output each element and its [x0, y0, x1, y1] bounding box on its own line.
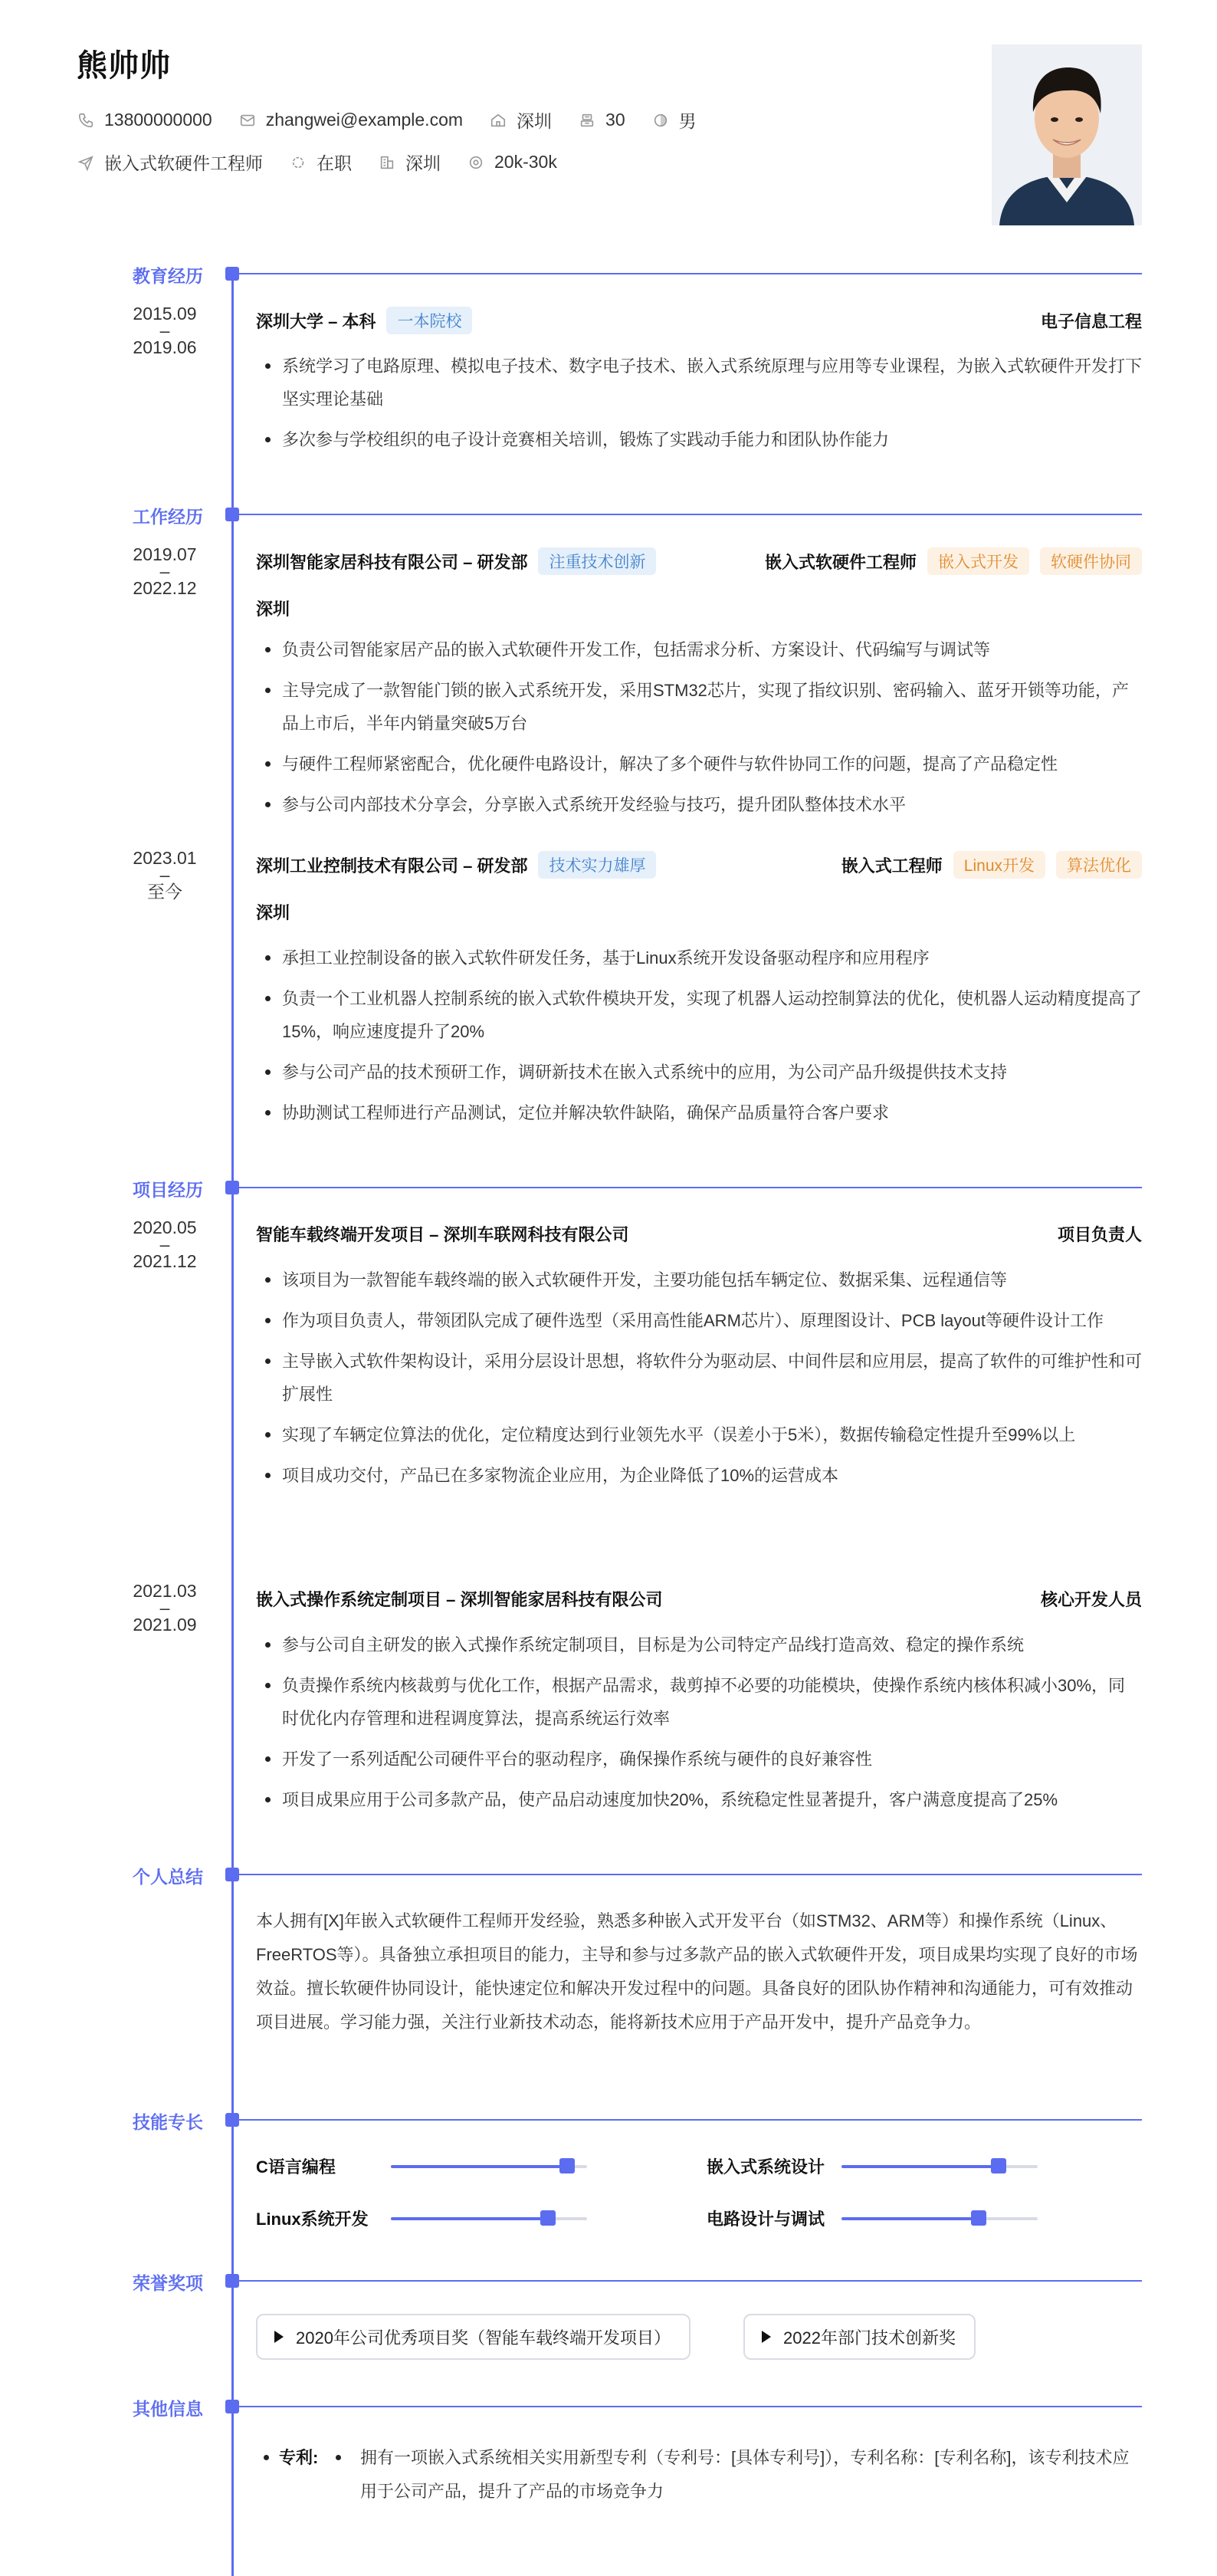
- gender-icon: [651, 111, 670, 130]
- section-title-summary: 个人总结: [133, 1867, 203, 1887]
- award-text: 2022年部门技术创新奖: [783, 2328, 956, 2348]
- skill-knob: [971, 2210, 986, 2226]
- date-start: 2020.05: [133, 1217, 197, 1237]
- city-item: [489, 107, 552, 133]
- proj2-header: [256, 1587, 1142, 1611]
- list-item: 主导完成了一款智能门锁的嵌入式系统开发，采用STM32芯片，实现了指纹识别、密码输入、蓝牙开锁等功能，产品上市后，半年内销量突破5万台: [256, 674, 1142, 740]
- gender-item: [651, 107, 697, 133]
- list-item: 承担工业控制设备的嵌入式软件研发任务，基于Linux系统开发设备驱动程序和应用程序: [256, 941, 1142, 974]
- status-item: [289, 150, 352, 175]
- section-title-other: 其他信息: [133, 2399, 203, 2419]
- edu-date: [115, 302, 215, 359]
- work2-bullets: [256, 941, 1142, 1137]
- skill-name: 电路设计与调试: [707, 2210, 825, 2229]
- contact-row: [77, 107, 723, 133]
- list-item: 负责公司智能家居产品的嵌入式软硬件开发工作，包括需求分析、方案设计、代码编写与调试等: [256, 633, 1142, 666]
- date-end: 2021.12: [133, 1251, 197, 1271]
- edu-bullets: [256, 350, 1142, 464]
- date-end: 至今: [147, 882, 182, 902]
- skill-knob: [540, 2210, 556, 2226]
- phone-item: [77, 110, 212, 130]
- skill-tag: 软硬件协同: [1040, 547, 1142, 575]
- section-divider: [227, 514, 1142, 515]
- list-item: 负责操作系统内核裁剪与优化工作，根据产品需求，裁剪掉不必要的功能模块，使操作系统内核体积减小30%，同时优化内存管理和进程调度算法，提高系统运行效率: [256, 1669, 1142, 1735]
- job-row: [77, 150, 583, 175]
- award-item: [743, 2314, 976, 2360]
- salary-text: 20k-30k: [494, 152, 557, 172]
- skill-tag: 算法优化: [1056, 851, 1142, 879]
- section-divider: [227, 2119, 1142, 2121]
- skill-name: C语言编程: [256, 2157, 336, 2177]
- date-separator: –: [159, 561, 170, 581]
- email-item: [238, 110, 463, 130]
- list-item: 多次参与学校组织的电子设计竞赛相关培训，锻炼了实践动手能力和团队协作能力: [256, 423, 1142, 456]
- play-icon: [762, 2331, 771, 2343]
- project-name: 嵌入式操作系统定制项目 – 深圳智能家居科技有限公司: [256, 1590, 663, 1609]
- email-text: zhangwei@example.com: [265, 110, 464, 130]
- date-separator: –: [159, 1598, 170, 1618]
- date-separator: –: [159, 865, 170, 885]
- proj1-bullets: [256, 1263, 1142, 1500]
- skill-tag: Linux开发: [953, 851, 1045, 879]
- profile-photo: [992, 44, 1142, 225]
- skill-name: Linux系统开发: [256, 2210, 369, 2229]
- age-text: 30: [605, 110, 625, 130]
- send-icon: [77, 153, 95, 172]
- work1-header: [256, 547, 1142, 575]
- proj2-date: [115, 1579, 215, 1636]
- date-start: 2023.01: [133, 848, 197, 868]
- company-tag: 技术实力雄厚: [538, 851, 656, 879]
- other-info-item: [256, 2441, 1142, 2510]
- work1-location: 深圳: [256, 600, 290, 619]
- proj1-date: [115, 1216, 215, 1273]
- date-end: 2019.06: [133, 337, 197, 357]
- section-divider: [227, 1874, 1142, 1875]
- work1-date: [115, 543, 215, 600]
- work2-date: [115, 846, 215, 903]
- other-value: 拥有一项嵌入式系统相关实用新型专利（专利号：[具体专利号]），专利名称：[专利名称]，该专利技术应用于公司产品，提升了产品的市场竞争力: [360, 2448, 1130, 2501]
- play-icon: [274, 2331, 284, 2343]
- salary-item: [467, 152, 557, 172]
- work2-location: 深圳: [256, 903, 290, 922]
- section-divider: [227, 1187, 1142, 1188]
- list-item: 参与公司产品的技术预研工作，调研新技术在嵌入式系统中的应用，为公司产品升级提供技术支持: [256, 1056, 1142, 1089]
- bullet-dot: [264, 2455, 269, 2460]
- section-title-honors: 荣誉奖项: [133, 2273, 203, 2293]
- age-item: [578, 110, 625, 130]
- list-item: 参与公司自主研发的嵌入式操作系统定制项目，目标是为公司特定产品线打造高效、稳定的操作系统: [256, 1628, 1142, 1661]
- skill-bar: [391, 2165, 587, 2168]
- list-item: 系统学习了电路原理、模拟电子技术、数字电子技术、嵌入式系统原理与应用等专业课程，为嵌入式软硬件开发打下坚实理论基础: [256, 350, 1142, 416]
- list-item: 负责一个工业机器人控制系统的嵌入式软件模块开发，实现了机器人运动控制算法的优化，使机器人运动精度提高了15%，响应速度提升了20%: [256, 982, 1142, 1048]
- date-end: 2022.12: [133, 578, 197, 598]
- company-name: 深圳工业控制技术有限公司 – 研发部: [256, 856, 528, 876]
- major-name: 电子信息工程: [1040, 311, 1142, 331]
- section-title-work: 工作经历: [133, 507, 203, 527]
- list-item: 协助测试工程师进行产品测试，定位并解决软件缺陷，确保产品质量符合客户要求: [256, 1096, 1142, 1129]
- skill-bar: [841, 2217, 1038, 2220]
- list-item: 项目成果应用于公司多款产品，使产品启动速度加快20%，系统稳定性显著提升，客户满意度提高了25%: [256, 1783, 1142, 1816]
- list-item: 与硬件工程师紧密配合，优化硬件电路设计，解决了多个硬件与软件协同工作的问题，提高了产品稳定性: [256, 748, 1142, 780]
- skill-item: [707, 2206, 1038, 2230]
- list-item: 主导嵌入式软件架构设计，采用分层设计思想，将软件分为驱动层、中间件层和应用层，提高了软件的可维护性和可扩展性: [256, 1345, 1142, 1411]
- skill-knob: [991, 2158, 1006, 2174]
- section-divider: [227, 2280, 1142, 2282]
- skill-name: 嵌入式系统设计: [707, 2157, 825, 2177]
- school-name: 深圳大学 – 本科: [256, 311, 376, 331]
- project-role: 核心开发人员: [1040, 1590, 1142, 1609]
- school-tag: 一本院校: [386, 307, 472, 334]
- skill-tag: 嵌入式开发: [927, 547, 1029, 575]
- phone-text: 13800000000: [104, 110, 212, 130]
- section-title-skills: 技能专长: [133, 2112, 203, 2132]
- candidate-name: 熊帅帅: [77, 49, 171, 83]
- list-item: 作为项目负责人，带领团队完成了硬件选型（采用高性能ARM芯片）、原理图设计、PCB layout等硬件设计工作: [256, 1304, 1142, 1337]
- gender-text: 男: [678, 111, 697, 131]
- skill-item: [256, 2154, 587, 2178]
- date-end: 2021.09: [133, 1615, 197, 1635]
- role-name: 嵌入式工程师: [841, 856, 943, 876]
- phone-icon: [77, 111, 95, 130]
- list-item: 实现了车辆定位算法的优化，定位精度达到行业领先水平（误差小于5米），数据传输稳定性提升至99%以上: [256, 1418, 1142, 1451]
- summary-text: 本人拥有[X]年嵌入式软硬件工程师开发经验，熟悉多种嵌入式开发平台（如STM32、ARM等）和操作系统（Linux、FreeRTOS等）。具备独立承担项目的能力，主导和参与过多款产品的嵌入式软硬件开发，项目成果均实现了良好的市场效益。擅长软硬件协同设计，能快速定位和解决开发过程中的问题。具备良好的团队协作精神和沟通能力，可有效推动项目进展。学习能力强，关注行业新技术动态，能将新技术应用于产品开发中，提升产品竞争力。: [256, 1911, 1138, 2032]
- status-text: 在职: [317, 153, 352, 173]
- job-text: 嵌入式软硬件工程师: [104, 153, 263, 173]
- city-text: 深圳: [517, 111, 553, 131]
- skill-knob: [559, 2158, 575, 2174]
- job-item: [77, 150, 263, 175]
- timeline-line: [231, 273, 234, 2576]
- section-title-education: 教育经历: [133, 266, 203, 286]
- date-start: 2019.07: [133, 544, 197, 564]
- date-separator: –: [159, 320, 170, 340]
- other-key: 专利:: [279, 2448, 319, 2467]
- section-divider: [227, 2406, 1142, 2407]
- role-name: 嵌入式软硬件工程师: [764, 552, 917, 572]
- list-item: 项目成功交付，产品已在多家物流企业应用，为企业降低了10%的运营成本: [256, 1459, 1142, 1492]
- award-text: 2020年公司优秀项目奖（智能车载终端开发项目）: [296, 2328, 671, 2348]
- project-role: 项目负责人: [1057, 1225, 1142, 1244]
- list-item: 参与公司内部技术分享会，分享嵌入式系统开发经验与技巧，提升团队整体技术水平: [256, 788, 1142, 821]
- home-icon: [489, 111, 507, 130]
- work1-bullets: [256, 633, 1142, 829]
- edu-entry-header: [256, 307, 1142, 334]
- skill-bar: [841, 2165, 1038, 2168]
- bullet-dot: [336, 2455, 341, 2460]
- skill-bar: [391, 2217, 587, 2220]
- proj2-bullets: [256, 1628, 1142, 1824]
- list-item: 该项目为一款智能车载终端的嵌入式软硬件开发，主要功能包括车辆定位、数据采集、远程通信等: [256, 1263, 1142, 1296]
- proj1-header: [256, 1222, 1142, 1246]
- section-title-projects: 项目经历: [133, 1180, 203, 1200]
- status-icon: [289, 153, 307, 172]
- date-start: 2021.03: [133, 1581, 197, 1601]
- section-divider: [227, 273, 1142, 274]
- date-separator: –: [159, 1234, 170, 1254]
- mail-icon: [238, 111, 257, 130]
- project-name: 智能车载终端开发项目 – 深圳车联网科技有限公司: [256, 1225, 629, 1244]
- work2-header: [256, 851, 1142, 879]
- company-tag: 注重技术创新: [538, 547, 656, 575]
- skill-item: [707, 2154, 1038, 2178]
- skill-item: [256, 2206, 587, 2230]
- company-name: 深圳智能家居科技有限公司 – 研发部: [256, 552, 528, 572]
- coin-icon: [467, 153, 485, 172]
- list-item: 开发了一系列适配公司硬件平台的驱动程序，确保操作系统与硬件的良好兼容性: [256, 1743, 1142, 1776]
- building-icon: [378, 153, 396, 172]
- expected-city-item: [378, 150, 441, 175]
- user-icon: [578, 111, 596, 130]
- award-item: [256, 2314, 691, 2360]
- expected-city-text: 深圳: [405, 153, 441, 173]
- date-start: 2015.09: [133, 304, 197, 324]
